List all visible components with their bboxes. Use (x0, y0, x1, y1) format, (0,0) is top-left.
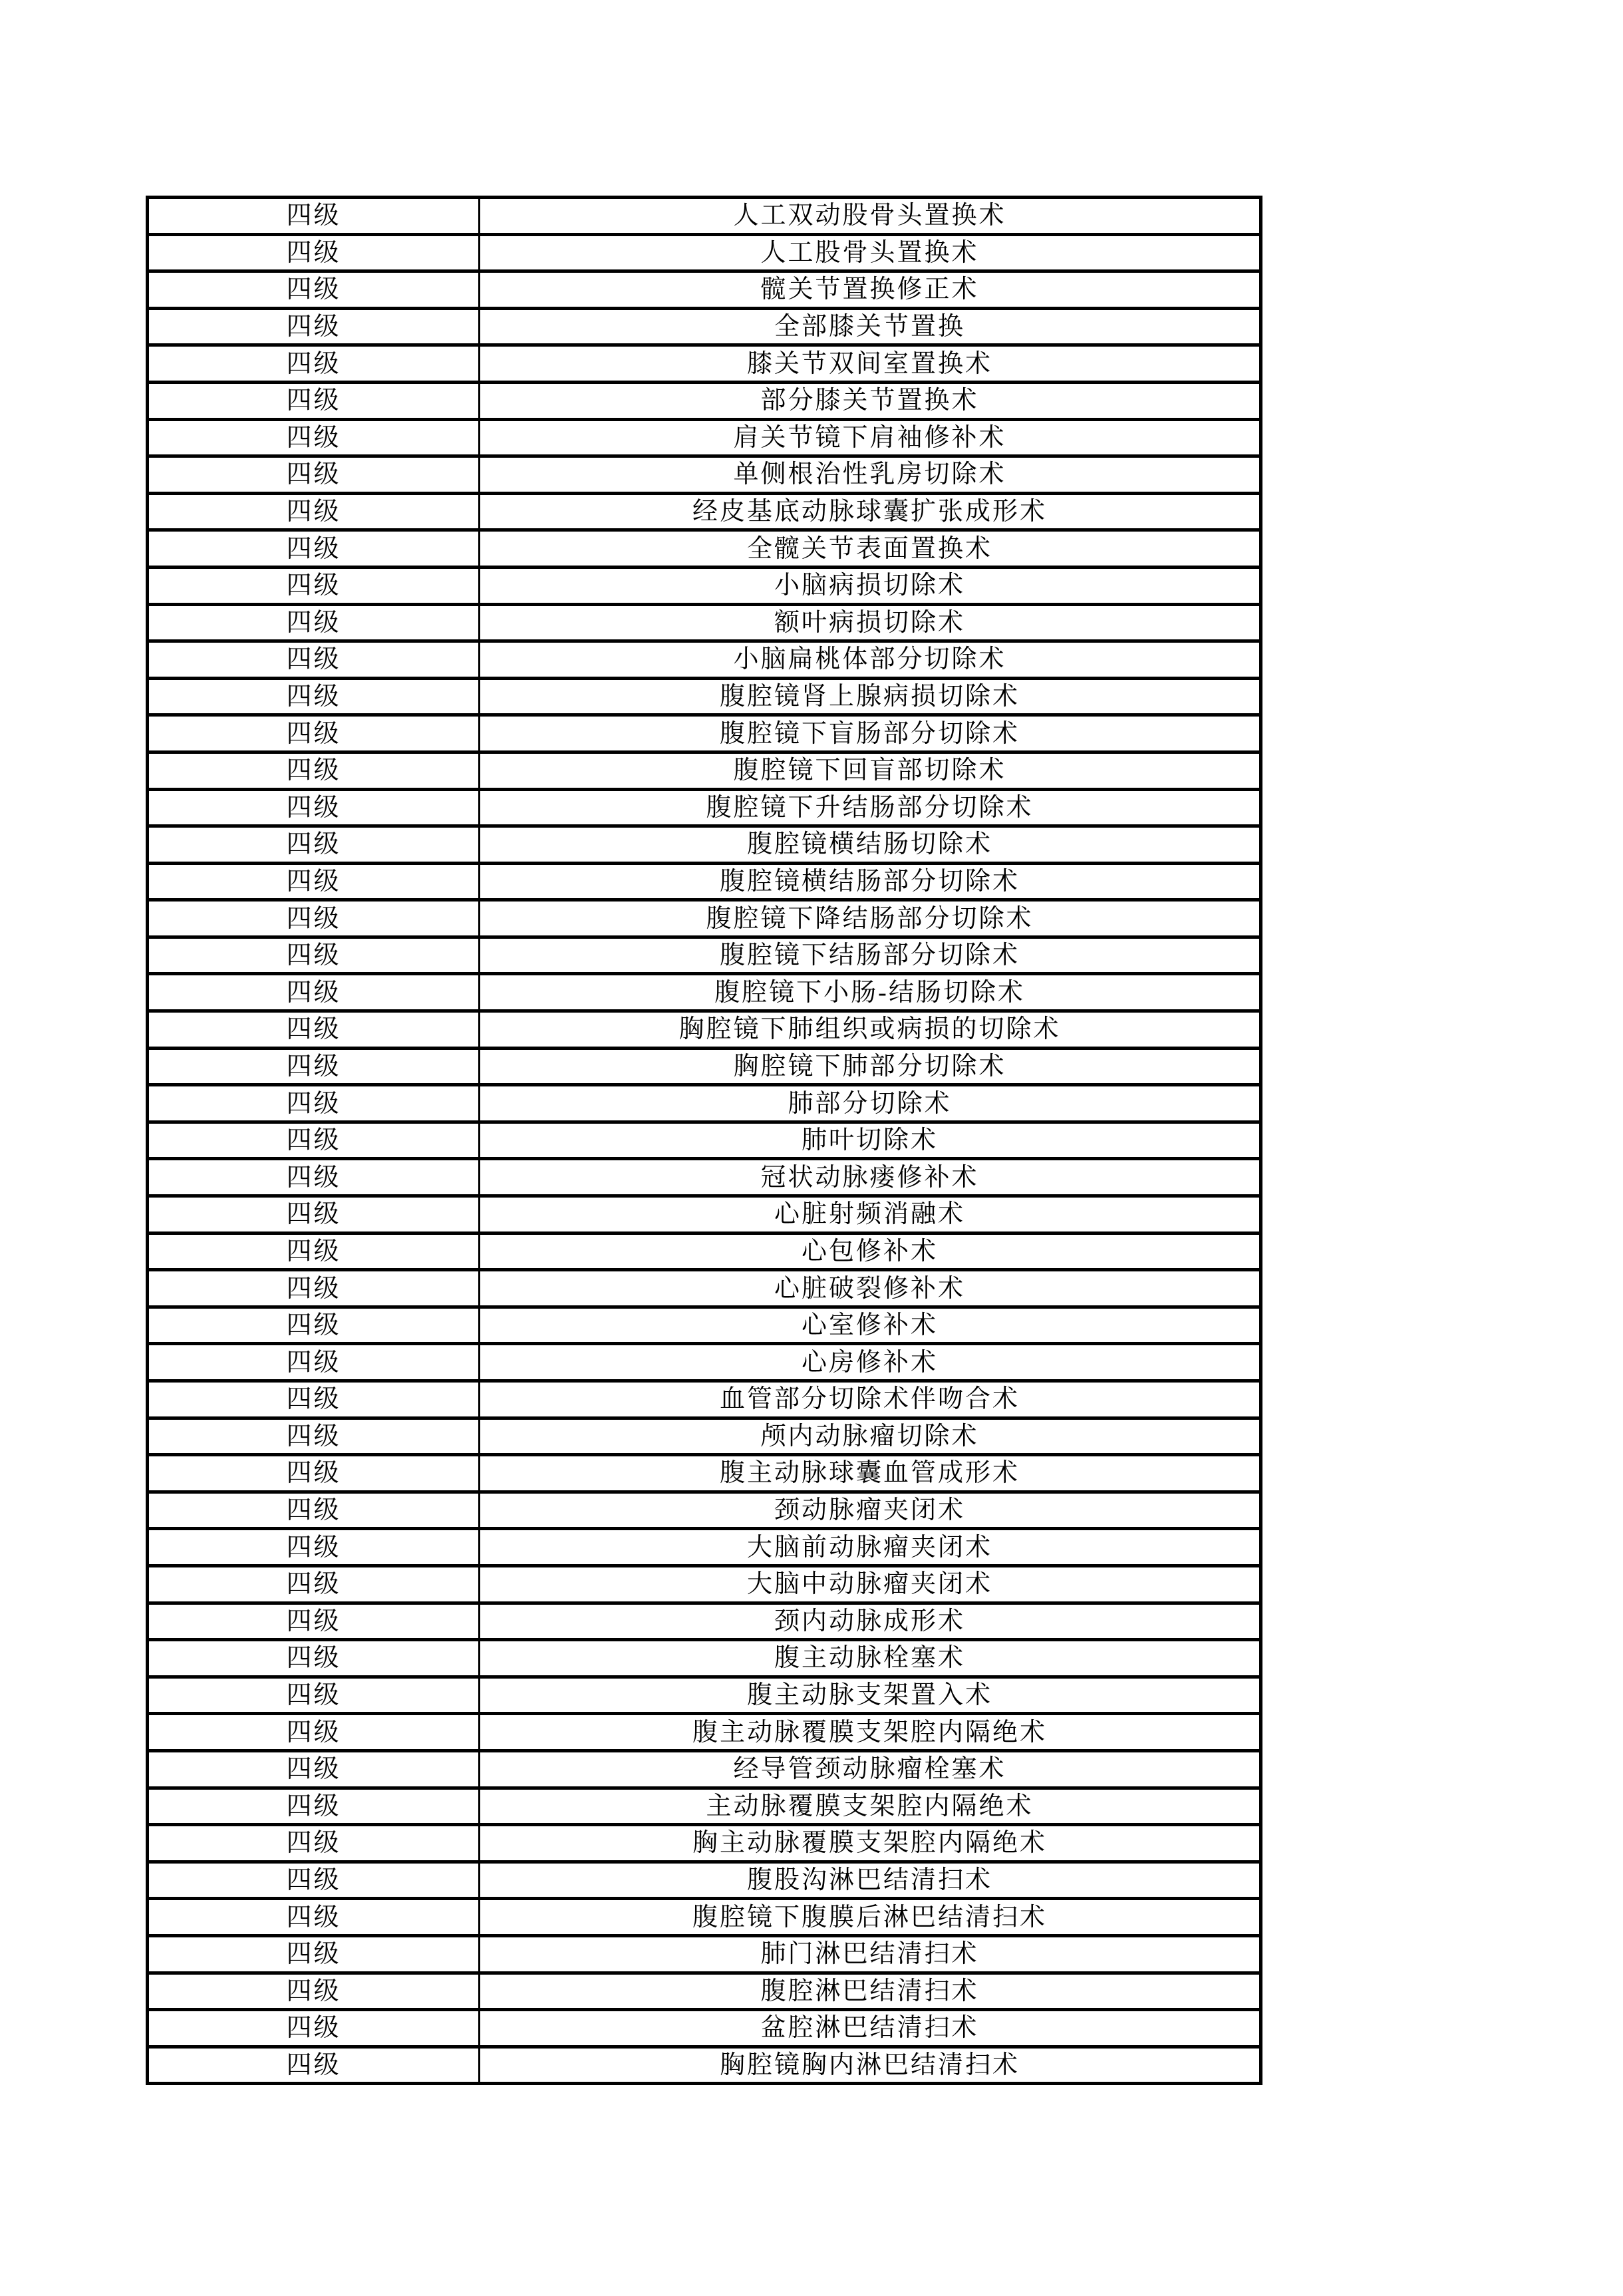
table-row (148, 1788, 1261, 1825)
procedure-cell: 心室修补术 (480, 1307, 1261, 1344)
procedure-cell: 腹腔镜肾上腺病损切除术 (480, 678, 1261, 715)
table-row (148, 1899, 1261, 1936)
procedure-cell: 单侧根治性乳房切除术 (480, 456, 1261, 494)
table-row (148, 1196, 1261, 1233)
level-cell: 四级 (148, 863, 480, 900)
table-row (148, 1122, 1261, 1159)
level-cell: 四级 (148, 1677, 480, 1714)
level-cell: 四级 (148, 1788, 480, 1825)
procedure-cell: 肺部分切除术 (480, 1085, 1261, 1122)
level-cell: 四级 (148, 1825, 480, 1862)
level-cell: 四级 (148, 2047, 480, 2084)
table-row (148, 1973, 1261, 2010)
table-row (148, 1677, 1261, 1714)
table-row (148, 2047, 1261, 2084)
level-cell: 四级 (148, 1529, 480, 1566)
table-row (148, 1418, 1261, 1455)
table-row (148, 937, 1261, 974)
procedure-cell: 颈动脉瘤夹闭术 (480, 1492, 1261, 1529)
procedure-cell: 小脑病损切除术 (480, 567, 1261, 604)
table-row (148, 1233, 1261, 1270)
table-row (148, 382, 1261, 419)
table-row (148, 1862, 1261, 1899)
table-row (148, 1270, 1261, 1307)
level-cell: 四级 (148, 456, 480, 494)
level-cell: 四级 (148, 937, 480, 974)
level-cell: 四级 (148, 1270, 480, 1307)
procedure-cell: 腹腔镜横结肠切除术 (480, 826, 1261, 864)
level-cell: 四级 (148, 2010, 480, 2047)
level-cell: 四级 (148, 271, 480, 309)
table-row (148, 1750, 1261, 1788)
level-cell: 四级 (148, 1381, 480, 1418)
level-cell: 四级 (148, 1973, 480, 2010)
level-cell: 四级 (148, 419, 480, 456)
table-row (148, 567, 1261, 604)
level-cell: 四级 (148, 1122, 480, 1159)
procedure-cell: 部分膝关节置换术 (480, 382, 1261, 419)
level-cell: 四级 (148, 234, 480, 271)
procedure-cell: 心包修补术 (480, 1233, 1261, 1270)
table-row (148, 2010, 1261, 2047)
table-row (148, 1492, 1261, 1529)
procedure-cell: 胸腔镜下肺组织或病损的切除术 (480, 1011, 1261, 1049)
table-row (148, 974, 1261, 1011)
table-row (148, 1714, 1261, 1751)
table-row (148, 826, 1261, 864)
procedure-cell: 腹腔镜横结肠部分切除术 (480, 863, 1261, 900)
table-row (148, 493, 1261, 530)
level-cell: 四级 (148, 1640, 480, 1677)
procedure-cell: 冠状动脉瘘修补术 (480, 1159, 1261, 1196)
procedure-cell: 腹腔镜下升结肠部分切除术 (480, 789, 1261, 826)
level-cell: 四级 (148, 1011, 480, 1049)
level-cell: 四级 (148, 1935, 480, 1973)
procedure-cell: 心脏破裂修补术 (480, 1270, 1261, 1307)
procedure-cell: 肩关节镜下肩袖修补术 (480, 419, 1261, 456)
table-row (148, 456, 1261, 494)
level-cell: 四级 (148, 308, 480, 345)
level-cell: 四级 (148, 1750, 480, 1788)
table-row (148, 715, 1261, 752)
table-row (148, 271, 1261, 309)
procedure-cell: 额叶病损切除术 (480, 604, 1261, 641)
procedure-cell: 经导管颈动脉瘤栓塞术 (480, 1750, 1261, 1788)
procedure-cell: 颈内动脉成形术 (480, 1603, 1261, 1640)
table-row (148, 345, 1261, 383)
procedure-cell: 腹主动脉覆膜支架腔内隔绝术 (480, 1714, 1261, 1751)
level-cell: 四级 (148, 198, 480, 235)
level-cell: 四级 (148, 1714, 480, 1751)
level-cell: 四级 (148, 1344, 480, 1381)
table-row (148, 1565, 1261, 1603)
level-cell: 四级 (148, 1455, 480, 1492)
table-row (148, 1529, 1261, 1566)
table-row (148, 1603, 1261, 1640)
procedure-cell: 血管部分切除术伴吻合术 (480, 1381, 1261, 1418)
procedure-cell: 胸腔镜下肺部分切除术 (480, 1048, 1261, 1085)
level-cell: 四级 (148, 1565, 480, 1603)
procedure-cell: 经皮基底动脉球囊扩张成形术 (480, 493, 1261, 530)
level-cell: 四级 (148, 789, 480, 826)
procedure-cell: 胸腔镜胸内淋巴结清扫术 (480, 2047, 1261, 2084)
level-cell: 四级 (148, 1048, 480, 1085)
table-row (148, 1825, 1261, 1862)
table-row (148, 1159, 1261, 1196)
procedure-cell: 腹腔镜下结肠部分切除术 (480, 937, 1261, 974)
level-cell: 四级 (148, 567, 480, 604)
procedure-cell: 肺叶切除术 (480, 1122, 1261, 1159)
level-cell: 四级 (148, 1862, 480, 1899)
level-cell: 四级 (148, 1233, 480, 1270)
level-cell: 四级 (148, 974, 480, 1011)
table-row (148, 863, 1261, 900)
level-cell: 四级 (148, 1899, 480, 1936)
procedure-cell: 肺门淋巴结清扫术 (480, 1935, 1261, 1973)
procedure-cell: 盆腔淋巴结清扫术 (480, 2010, 1261, 2047)
table-row (148, 1381, 1261, 1418)
table-row (148, 234, 1261, 271)
level-cell: 四级 (148, 604, 480, 641)
level-cell: 四级 (148, 678, 480, 715)
table-row (148, 1344, 1261, 1381)
procedure-cell: 心脏射频消融术 (480, 1196, 1261, 1233)
procedure-level-table (146, 196, 1262, 2085)
procedure-cell: 腹腔镜下腹膜后淋巴结清扫术 (480, 1899, 1261, 1936)
level-cell: 四级 (148, 715, 480, 752)
procedure-cell: 全部膝关节置换 (480, 308, 1261, 345)
level-cell: 四级 (148, 900, 480, 937)
table-row (148, 641, 1261, 679)
table-row (148, 1048, 1261, 1085)
table-row (148, 1307, 1261, 1344)
procedure-cell: 腹腔镜下小肠-结肠切除术 (480, 974, 1261, 1011)
table-row (148, 308, 1261, 345)
table-row (148, 900, 1261, 937)
procedure-cell: 腹腔镜下盲肠部分切除术 (480, 715, 1261, 752)
level-cell: 四级 (148, 493, 480, 530)
table-row (148, 1011, 1261, 1049)
level-cell: 四级 (148, 1418, 480, 1455)
level-cell: 四级 (148, 1159, 480, 1196)
table-row (148, 1640, 1261, 1677)
procedure-cell: 大脑中动脉瘤夹闭术 (480, 1565, 1261, 1603)
level-cell: 四级 (148, 752, 480, 789)
procedure-cell: 颅内动脉瘤切除术 (480, 1418, 1261, 1455)
table-row (148, 419, 1261, 456)
table-row (148, 752, 1261, 789)
level-cell: 四级 (148, 530, 480, 568)
procedure-cell: 人工股骨头置换术 (480, 234, 1261, 271)
procedure-cell: 心房修补术 (480, 1344, 1261, 1381)
procedure-cell: 腹主动脉支架置入术 (480, 1677, 1261, 1714)
table-row (148, 198, 1261, 235)
level-cell: 四级 (148, 1603, 480, 1640)
procedure-cell: 髋关节置换修正术 (480, 271, 1261, 309)
procedure-cell: 大脑前动脉瘤夹闭术 (480, 1529, 1261, 1566)
procedure-cell: 人工双动股骨头置换术 (480, 198, 1261, 235)
level-cell: 四级 (148, 1196, 480, 1233)
table-body (148, 198, 1261, 2084)
table-row (148, 604, 1261, 641)
table-row (148, 530, 1261, 568)
procedure-cell: 腹腔镜下降结肠部分切除术 (480, 900, 1261, 937)
procedure-cell: 膝关节双间室置换术 (480, 345, 1261, 383)
procedure-cell: 腹主动脉栓塞术 (480, 1640, 1261, 1677)
level-cell: 四级 (148, 1307, 480, 1344)
procedure-cell: 胸主动脉覆膜支架腔内隔绝术 (480, 1825, 1261, 1862)
level-cell: 四级 (148, 345, 480, 383)
table-row (148, 789, 1261, 826)
procedure-cell: 腹主动脉球囊血管成形术 (480, 1455, 1261, 1492)
level-cell: 四级 (148, 1492, 480, 1529)
level-cell: 四级 (148, 382, 480, 419)
procedure-cell: 腹腔镜下回盲部切除术 (480, 752, 1261, 789)
procedure-cell: 腹腔淋巴结清扫术 (480, 1973, 1261, 2010)
table-row (148, 1085, 1261, 1122)
table-row (148, 1935, 1261, 1973)
level-cell: 四级 (148, 1085, 480, 1122)
level-cell: 四级 (148, 826, 480, 864)
procedure-cell: 主动脉覆膜支架腔内隔绝术 (480, 1788, 1261, 1825)
table-row (148, 1455, 1261, 1492)
table-row (148, 678, 1261, 715)
procedure-cell: 全髋关节表面置换术 (480, 530, 1261, 568)
level-cell: 四级 (148, 641, 480, 679)
procedure-cell: 腹股沟淋巴结清扫术 (480, 1862, 1261, 1899)
procedure-cell: 小脑扁桃体部分切除术 (480, 641, 1261, 679)
